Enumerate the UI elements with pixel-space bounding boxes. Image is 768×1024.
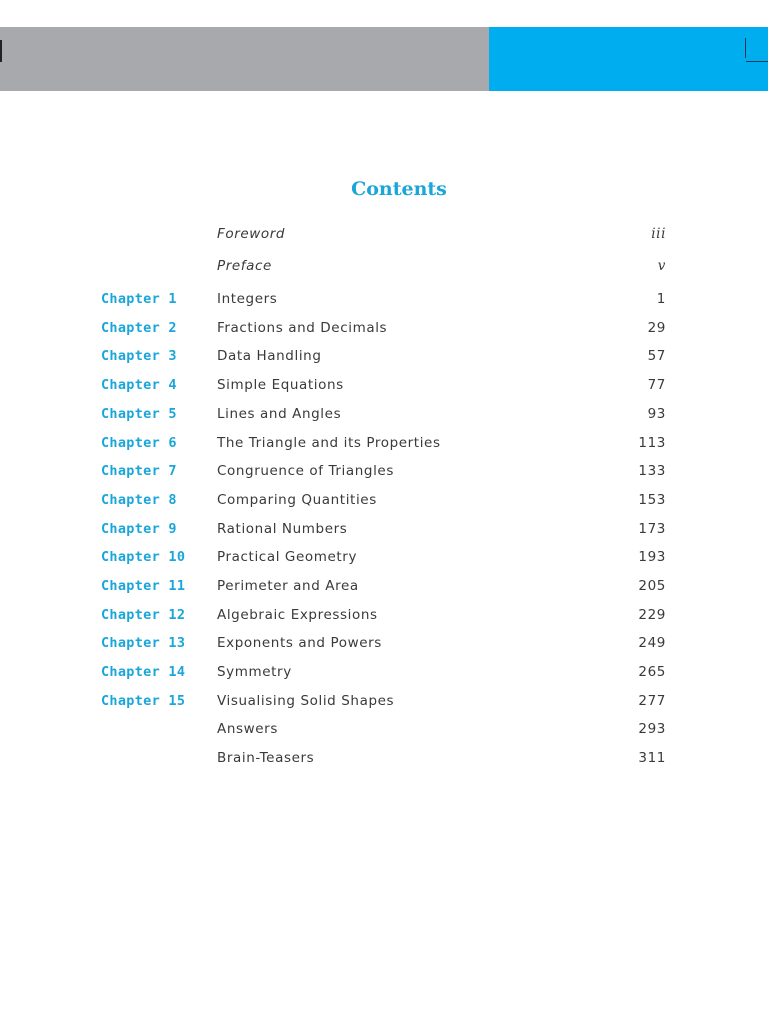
entry-title: Exponents and Powers	[217, 635, 382, 652]
toc-entry[interactable]	[0, 492, 768, 512]
entry-page: 1	[656, 291, 666, 307]
entry-title: Fractions and Decimals	[217, 319, 388, 336]
entry-page: v	[657, 258, 666, 274]
entry-page: 153	[638, 491, 666, 508]
toc-entry[interactable]	[0, 377, 768, 397]
entry-title: Brain-Teasers	[217, 749, 315, 766]
entry-page: 93	[647, 405, 666, 422]
chapter-label: Chapter 7	[101, 463, 177, 480]
entry-title: Practical Geometry	[217, 549, 358, 566]
entry-title: Rational Numbers	[217, 520, 348, 537]
page-title: Contents	[351, 178, 447, 200]
chapter-label: Chapter 5	[101, 405, 177, 422]
toc-entry[interactable]	[0, 435, 768, 455]
chapter-label: Chapter 9	[101, 520, 177, 537]
toc-entry[interactable]	[0, 258, 768, 278]
toc-entry[interactable]	[0, 549, 768, 569]
entry-page: iii	[651, 226, 666, 242]
chapter-label: Chapter 3	[101, 348, 177, 365]
toc-entry[interactable]	[0, 664, 768, 684]
entry-page: 229	[638, 606, 666, 623]
toc-entry[interactable]	[0, 291, 768, 311]
toc-entry[interactable]	[0, 721, 768, 741]
entry-title: Comparing Quantities	[217, 491, 377, 508]
entry-title: Perimeter and Area	[217, 578, 359, 594]
entry-page: 277	[638, 692, 666, 709]
entry-page: 29	[647, 319, 666, 336]
entry-title: Simple Equations	[217, 377, 344, 394]
entry-page: 205	[638, 578, 666, 594]
header-band-blue	[489, 27, 768, 91]
entry-title: Foreword	[217, 226, 286, 242]
chapter-label: Chapter 11	[101, 578, 186, 594]
toc-entry[interactable]	[0, 635, 768, 655]
chapter-label: Chapter 15	[101, 692, 186, 709]
toc-entry[interactable]	[0, 693, 768, 713]
chapter-label: Chapter 14	[101, 664, 186, 681]
entry-page: 113	[638, 434, 666, 451]
entry-title: Algebraic Expressions	[217, 606, 378, 623]
entry-title: Congruence of Triangles	[217, 463, 394, 480]
entry-title: Preface	[217, 258, 272, 274]
chapter-label: Chapter 8	[101, 491, 177, 508]
chapter-label: Chapter 12	[101, 606, 186, 623]
entry-title: Visualising Solid Shapes	[217, 692, 395, 709]
entry-page: 265	[638, 664, 666, 681]
entry-title: Lines and Angles	[217, 405, 342, 422]
toc-entry[interactable]	[0, 607, 768, 627]
toc-entry[interactable]	[0, 406, 768, 426]
toc-entry[interactable]	[0, 578, 768, 598]
header-band-gray	[0, 27, 489, 91]
entry-title: Answers	[217, 721, 278, 737]
toc-entry[interactable]	[0, 348, 768, 368]
toc-entry[interactable]	[0, 521, 768, 541]
entry-page: 133	[638, 463, 666, 480]
entry-page: 249	[638, 635, 666, 652]
toc-entry[interactable]	[0, 320, 768, 340]
entry-title: The Triangle and its Properties	[217, 434, 441, 451]
entry-page: 193	[638, 549, 666, 566]
chapter-label: Chapter 13	[101, 635, 186, 652]
toc-entry[interactable]	[0, 750, 768, 770]
entry-page: 293	[638, 721, 666, 737]
entry-title: Symmetry	[217, 664, 292, 681]
chapter-label: Chapter 6	[101, 434, 177, 451]
toc-entry[interactable]	[0, 226, 768, 246]
entry-title: Data Handling	[217, 348, 322, 365]
entry-page: 173	[638, 520, 666, 537]
entry-page: 77	[647, 377, 666, 394]
entry-page: 57	[647, 348, 666, 365]
chapter-label: Chapter 2	[101, 319, 177, 336]
crop-mark-left	[0, 40, 2, 62]
chapter-label: Chapter 4	[101, 377, 177, 394]
chapter-label: Chapter 10	[101, 549, 186, 566]
entry-page: 311	[638, 749, 666, 766]
crop-mark-right-horizontal	[746, 61, 768, 62]
entry-title: Integers	[217, 291, 278, 307]
toc-entry[interactable]	[0, 463, 768, 483]
crop-mark-right-vertical	[745, 38, 746, 58]
chapter-label: Chapter 1	[101, 291, 177, 307]
